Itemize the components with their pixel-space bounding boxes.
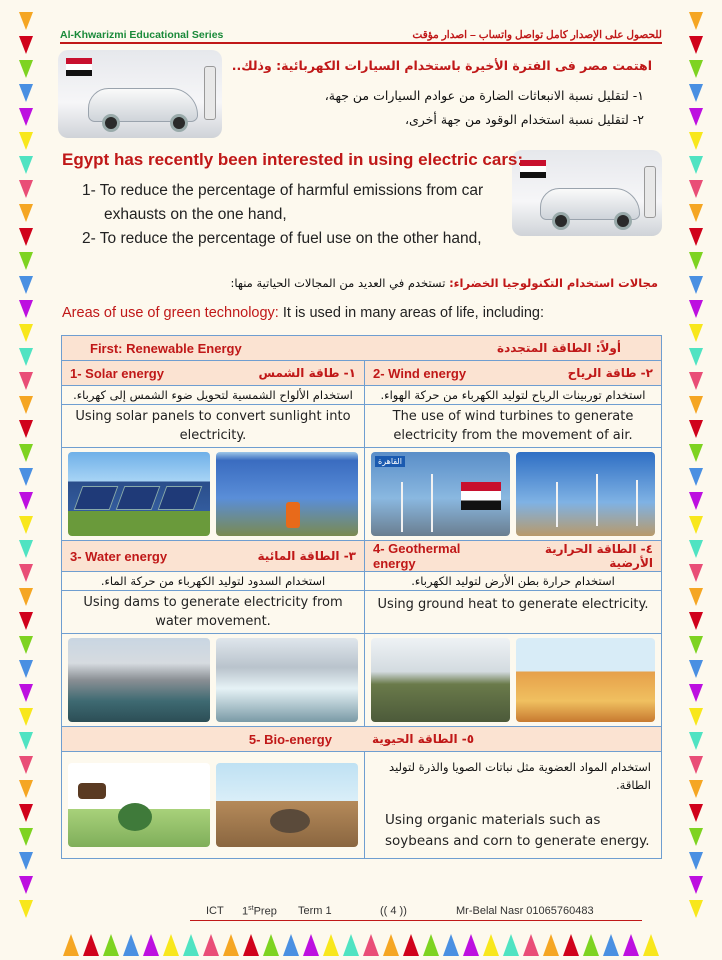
decorative-flag xyxy=(19,828,33,846)
charger-icon xyxy=(204,66,216,120)
wind-ar: ٢- طاقة الرياح xyxy=(567,366,653,380)
water-header xyxy=(62,541,365,572)
decorative-flag xyxy=(383,934,399,956)
decorative-flag xyxy=(689,372,703,390)
decorative-flag xyxy=(689,660,703,678)
decorative-flag xyxy=(689,132,703,150)
decorative-flag xyxy=(19,564,33,582)
promo-text: للحصول على الإصدار كامل تواصل واتساب – اصدار مؤقت xyxy=(412,29,662,41)
decorative-flag xyxy=(283,934,299,956)
decorative-flag xyxy=(689,180,703,198)
decorative-flag xyxy=(689,588,703,606)
decorative-flag xyxy=(689,420,703,438)
intro-ar-heading: اهتمت مصر فى الفترة الأخيرة باستخدام السيارات الكهربائية: وذلك.. xyxy=(231,58,652,73)
solar-ar: ١- طاقة الشمس xyxy=(258,366,356,380)
bio-desc-en: Using organic materials such as soybeans and corn to generate energy. xyxy=(385,812,650,849)
decorative-flag xyxy=(203,934,219,956)
decorative-flag xyxy=(689,852,703,870)
wind-desc-ar: استخدام توربينات الرياح لتوليد الكهرباء من حركة الهواء. xyxy=(365,386,662,405)
decorative-flag xyxy=(463,934,479,956)
wind-desc-en: The use of wind turbines to generate electricity from the movement of air. xyxy=(365,405,662,448)
decorative-flag xyxy=(19,156,33,174)
wind-turbines-flag-image xyxy=(371,452,510,536)
decorative-flag xyxy=(63,934,79,956)
geo-en: 4- Geothermal energy xyxy=(373,541,461,571)
decorative-flag xyxy=(19,468,33,486)
decorative-flag xyxy=(689,516,703,534)
egypt-flag-icon xyxy=(461,482,501,510)
footer-grade-num: 1 xyxy=(242,905,249,918)
intro-en-heading: Egypt has recently been interested in using electric cars: xyxy=(62,150,524,169)
decorative-flag xyxy=(19,492,33,510)
intro-en-line-1a: 1- To reduce the percentage of harmful emissions from car xyxy=(82,182,484,199)
energy-table xyxy=(61,335,662,859)
flag-icon xyxy=(520,160,546,178)
decorative-flag xyxy=(19,684,33,702)
decorative-flag xyxy=(689,60,703,78)
decorative-flag xyxy=(603,934,619,956)
decorative-flag xyxy=(503,934,519,956)
decorative-flag xyxy=(83,934,99,956)
bio-images xyxy=(62,752,365,859)
areas-en xyxy=(62,305,544,321)
decorative-flag xyxy=(689,732,703,750)
decorative-flag xyxy=(563,934,579,956)
wind-farm-image xyxy=(516,452,655,536)
intro-ar-line-1: ١- لتقليل نسبة الانبعاثات الضارة من عوادم السيارات من جهة، xyxy=(324,88,644,103)
footer-subject: ICT xyxy=(206,905,224,917)
geo-header xyxy=(365,541,662,572)
decorative-flag xyxy=(19,420,33,438)
solar-desc-ar: استخدام الألواح الشمسية لتحويل ضوء الشمس إلى كهرباء. xyxy=(62,386,365,405)
decorative-flag xyxy=(689,444,703,462)
decorative-flag xyxy=(483,934,499,956)
decorative-flag xyxy=(19,204,33,222)
decorative-flag xyxy=(19,108,33,126)
cow-icon xyxy=(78,783,106,799)
decorative-flag xyxy=(19,180,33,198)
footer-term: Term 1 xyxy=(298,905,332,917)
decorative-flag xyxy=(689,396,703,414)
footer-page: (( 4 )) xyxy=(380,905,407,917)
decorative-flag xyxy=(19,444,33,462)
decorative-flag xyxy=(123,934,139,956)
decorative-flag xyxy=(263,934,279,956)
decorative-flag xyxy=(583,934,599,956)
decorative-flag xyxy=(19,588,33,606)
series-title: Al-Khwarizmi Educational Series xyxy=(60,29,224,41)
decorative-flag xyxy=(643,934,659,956)
decorative-flag xyxy=(689,348,703,366)
decorative-flag xyxy=(543,934,559,956)
decorative-flag xyxy=(343,934,359,956)
decorative-flag xyxy=(523,934,539,956)
decorative-flag xyxy=(143,934,159,956)
decorative-flag xyxy=(689,564,703,582)
wind-header xyxy=(365,361,662,386)
dam-image xyxy=(68,638,210,722)
decorative-flag xyxy=(689,540,703,558)
decorative-right-border xyxy=(670,0,722,960)
decorative-flag xyxy=(689,108,703,126)
decorative-flag xyxy=(689,492,703,510)
bio-desc xyxy=(365,752,662,859)
decorative-flag xyxy=(689,12,703,30)
decorative-flag xyxy=(403,934,419,956)
decorative-flag xyxy=(103,934,119,956)
decorative-flag xyxy=(19,324,33,342)
solar-desc-en: Using solar panels to convert sunlight into electricity. xyxy=(62,405,365,448)
areas-ar xyxy=(231,276,658,290)
charger-icon xyxy=(644,166,656,218)
decorative-flag xyxy=(19,60,33,78)
geo-desc-en: Using ground heat to generate electricity. xyxy=(365,591,662,634)
top-bar xyxy=(60,28,662,42)
decorative-flag xyxy=(19,228,33,246)
footer-divider xyxy=(190,920,642,921)
decorative-flag xyxy=(19,132,33,150)
decorative-flag xyxy=(689,228,703,246)
decorative-flag xyxy=(223,934,239,956)
digester-icon xyxy=(118,803,152,831)
footer-grade-word: Prep xyxy=(253,905,277,918)
solar-header xyxy=(62,361,365,386)
areas-ar-title: مجالات استخدام التكنولوجيا الخضراء: xyxy=(449,276,658,290)
decorative-flag xyxy=(689,780,703,798)
areas-en-rest: It is used in many areas of life, including: xyxy=(278,305,545,321)
decorative-flag xyxy=(689,36,703,54)
decorative-flag xyxy=(19,732,33,750)
decorative-flag xyxy=(19,540,33,558)
renewable-header xyxy=(62,336,662,361)
areas-ar-rest: تستخدم في العديد من المجالات الحياتية منها: xyxy=(230,276,450,290)
solar-images xyxy=(62,448,365,541)
geothermal-diagram-image xyxy=(516,638,655,722)
decorative-flag xyxy=(19,348,33,366)
flag-icon xyxy=(66,58,92,76)
decorative-flag xyxy=(19,36,33,54)
decorative-flag xyxy=(19,780,33,798)
decorative-flag xyxy=(19,852,33,870)
wind-images xyxy=(365,448,662,541)
areas-en-title: Areas of use of green technology: xyxy=(62,305,279,321)
footer-author: Mr-Belal Nasr 01065760483 xyxy=(456,905,594,917)
decorative-flag xyxy=(163,934,179,956)
decorative-flag xyxy=(183,934,199,956)
water-images xyxy=(62,634,365,727)
footer-grade-sup: st xyxy=(248,905,254,912)
water-desc-ar: استخدام السدود لتوليد الكهرباء من حركة الماء. xyxy=(62,572,365,591)
solar-panels-image xyxy=(68,452,210,536)
water-ar: ٣- الطاقة المائية xyxy=(257,549,356,563)
electric-car-image xyxy=(58,50,222,138)
decorative-flag xyxy=(689,300,703,318)
decorative-flag xyxy=(19,516,33,534)
geo-images xyxy=(365,634,662,727)
decorative-flag xyxy=(19,372,33,390)
biogas-plant-image xyxy=(216,763,358,847)
decorative-flag xyxy=(323,934,339,956)
decorative-flag xyxy=(689,276,703,294)
intro-ar-line-2: ٢- لتقليل نسبة استخدام الوقود من جهة أخرى، xyxy=(404,112,644,127)
decorative-flag xyxy=(19,612,33,630)
decorative-flag xyxy=(623,934,639,956)
decorative-flag xyxy=(689,252,703,270)
decorative-flag xyxy=(19,756,33,774)
decorative-flag xyxy=(689,684,703,702)
biogas-cow-diagram-image xyxy=(68,763,210,847)
decorative-flag xyxy=(423,934,439,956)
decorative-bottom-border xyxy=(0,898,722,960)
decorative-flag xyxy=(303,934,319,956)
decorative-flag xyxy=(19,708,33,726)
image-caption: القاهرة xyxy=(375,456,405,467)
decorative-flag xyxy=(19,84,33,102)
top-divider xyxy=(60,42,662,44)
decorative-flag xyxy=(19,396,33,414)
wind-en: 2- Wind energy xyxy=(373,365,467,381)
geo-ar: ٤- الطاقة الحرارية الأرضية xyxy=(544,542,653,570)
water-desc-en: Using dams to generate electricity from water movement. xyxy=(62,591,365,634)
solar-en: 1- Solar energy xyxy=(70,365,164,381)
renewable-ar: أولاً: الطاقة المتجددة xyxy=(497,341,621,355)
geothermal-plant-image xyxy=(371,638,510,722)
decorative-flag xyxy=(689,156,703,174)
geo-desc-ar: استخدام حرارة بطن الأرض لتوليد الكهرباء. xyxy=(365,572,662,591)
footer-grade xyxy=(242,905,277,918)
solar-worker-image xyxy=(216,452,358,536)
decorative-flag xyxy=(689,828,703,846)
decorative-flag xyxy=(689,204,703,222)
decorative-flag xyxy=(363,934,379,956)
decorative-flag xyxy=(689,708,703,726)
bio-header xyxy=(62,727,662,752)
decorative-left-border xyxy=(0,0,52,960)
decorative-flag xyxy=(19,660,33,678)
decorative-flag xyxy=(19,276,33,294)
decorative-flag xyxy=(689,756,703,774)
bio-desc-ar: استخدام المواد العضوية مثل نباتات الصويا والذرة لتوليد الطاقة. xyxy=(389,760,651,792)
decorative-flag xyxy=(19,876,33,894)
electric-car-image-2 xyxy=(512,150,662,236)
decorative-flag xyxy=(689,84,703,102)
decorative-flag xyxy=(689,324,703,342)
bio-ar: ٥- الطاقة الحيوية xyxy=(371,732,475,746)
decorative-flag xyxy=(689,612,703,630)
decorative-flag xyxy=(19,804,33,822)
bio-en: 5- Bio-energy xyxy=(248,731,332,747)
intro-en-line-2: 2- To reduce the percentage of fuel use on the other hand, xyxy=(82,230,482,247)
decorative-flag xyxy=(689,636,703,654)
decorative-flag xyxy=(19,252,33,270)
decorative-flag xyxy=(689,804,703,822)
decorative-flag xyxy=(19,636,33,654)
intro-en-line-1b: exhausts on the one hand, xyxy=(104,206,287,223)
renewable-en: First: Renewable Energy xyxy=(90,340,242,356)
decorative-flag xyxy=(243,934,259,956)
decorative-flag xyxy=(443,934,459,956)
decorative-flag xyxy=(689,876,703,894)
decorative-flag xyxy=(689,468,703,486)
decorative-flag xyxy=(19,300,33,318)
water-en: 3- Water energy xyxy=(70,548,168,564)
dam-spillway-image xyxy=(216,638,358,722)
decorative-flag xyxy=(19,12,33,30)
